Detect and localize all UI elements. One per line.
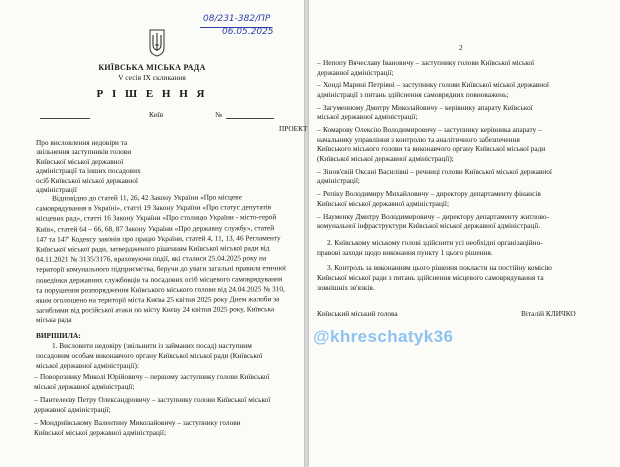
list-dash: – <box>317 125 321 135</box>
list-item-line: Загуменному Дмитру Миколайовичу – керівнику апарату Київської <box>323 102 533 112</box>
list-dash: – <box>317 166 321 176</box>
subject-line: звільнення заступників голови <box>36 147 132 157</box>
list-item-line: Київського міського голови та виконавчого органу Київської міської ради <box>317 144 546 154</box>
page-number: 2 <box>459 43 463 52</box>
number-sign: № <box>215 110 222 119</box>
list-item-line: міської державної адміністрації; <box>317 112 418 122</box>
preamble-line: Київ», статей 64 – 66, 68, 87 Закону України «Про державну службу», статей <box>35 222 275 234</box>
clause-2-line: 2. Київському міському голові здійснити усі необхідні організаційно- <box>327 238 543 247</box>
registration-date: 06.05.2025 <box>222 27 274 37</box>
preamble-line: території комунального підприємства, беручи до уваги загальні правила етичної <box>35 263 286 275</box>
list-item-line: Зінов'євій Оксані Василівні – речниці голови Київської міської державної <box>323 166 552 176</box>
preamble-line: 04.11.2021 № 3135/3176, враховуючи події, які сталися 25.04.2025 року на <box>35 253 267 264</box>
number-blank <box>226 118 274 119</box>
clause-1-line: 1. Висловити недовіру (звільнити із займаних посад) наступним <box>52 341 252 350</box>
resolved-heading: ВИРІШИЛА: <box>36 331 81 340</box>
preamble-line: та порушення розпорядження Київського міського голови від 24.04.2025 № 310, <box>35 284 285 295</box>
city-label: Київ <box>149 110 164 119</box>
list-dash: – <box>317 211 321 221</box>
list-item-line: Мондриївському Валентину Миколайовичу – заступнику голови <box>40 418 241 428</box>
list-item-line: міської державної адміністрації; <box>34 381 135 391</box>
council-name: КИЇВСЬКА МІСЬКА РАДА <box>98 63 206 72</box>
clause-3-line: зовнішніх зв'язків. <box>317 283 375 292</box>
list-item-line: адміністрації; <box>317 176 360 186</box>
subject-line: адміністрації <box>36 185 77 194</box>
preamble-line: 147 та 147' Кодексу законів про працю України, статей 4, 11, 13, 46 Регламенту <box>35 233 281 244</box>
preamble-line: міська рада <box>35 315 72 325</box>
clause-3-line: Київської міської ради з питань здійснення місцевого самоврядування та <box>317 273 544 282</box>
preamble-line: яким оголошено на території міста Києва 25 квітня 2025 року Днем жалоби за <box>35 294 280 305</box>
clause-1-line: міської державної адміністрації): <box>36 360 139 370</box>
list-item-line: Пантелеєву Петру Олександровичу – заступнику голови Київської міської <box>40 395 271 405</box>
list-item-line: Київської міської державної адміністрації; <box>317 198 449 208</box>
session-info: V сесія IX скликання <box>118 73 186 82</box>
document-page-2 <box>309 0 620 467</box>
watermark: @khreschatyk36 <box>313 327 454 346</box>
preamble-line: Київської міської ради, затвердженого рішенням Київської міської ради від <box>35 243 270 254</box>
list-item-line: адміністрації з питань здійснення самоврядних повноважень; <box>317 90 509 99</box>
list-item-line: начальнику управління з контролю та аналітичного забезпечення <box>317 134 520 144</box>
list-item-line: державної адміністрації; <box>34 404 111 414</box>
list-dash: – <box>34 395 38 405</box>
subject-line: адміністрації та інших посадових <box>36 166 141 176</box>
preamble-line: місцевих рад», статті 16 Закону України «Про столицю України - місто-герой <box>35 212 277 224</box>
date-blank <box>40 118 90 119</box>
clause-3-line: 3. Контроль за виконанням цього рішення покласти на постійну комісію <box>327 263 552 272</box>
signature-name: Віталій КЛИЧКО <box>521 309 576 318</box>
list-item-line: Науменку Дмитру Володимировичу – директору департаменту житлово- <box>323 211 549 221</box>
list-dash: – <box>34 372 38 381</box>
clause-2-line: правові заходи щодо виконання пункту 1 цього рішення. <box>317 248 493 257</box>
clause-1-line: посадовим особам виконавчого органу Київської міської ради (Київської <box>36 350 263 360</box>
list-item-line: Комарову Олексію Володимировичу – заступнику керівника апарату – <box>323 125 542 135</box>
list-item-line: комунальної інфраструктури Київської міської державної адміністрації. <box>317 221 541 231</box>
preamble-line: самоврядування в Україні», статті 19 Закону України «Про статус депутатів <box>35 202 272 213</box>
preamble-line: загиблими від російської атаки по місту Києву 24 квітня 2025 року, Київська <box>35 304 275 315</box>
list-item-line: Репіку Володимиру Михайловичу – директору департаменту фінансів <box>323 189 541 199</box>
coat-of-arms-icon <box>149 29 165 57</box>
list-dash: – <box>34 418 38 428</box>
list-item-line: Непопу Вячеславу Івановичу – заступнику голови Київської міської <box>323 58 535 67</box>
list-dash: – <box>317 189 321 199</box>
signature-title: Київський міський голова <box>317 309 398 318</box>
list-item-line: (Київської міської державної адміністрації); <box>317 154 454 163</box>
list-dash: – <box>317 80 321 90</box>
list-item-line: державної адміністрації; <box>317 67 394 77</box>
list-item-line: Хонді Марині Петрівні – заступнику голови Київської міської державної <box>323 80 549 90</box>
preamble-line: поведінки державних службовців та посадових осіб місцевого самоврядування <box>35 273 283 285</box>
preamble-line: Відповідно до статей 11, 26, 42 Закону України «Про місцеве <box>51 192 242 203</box>
list-dash: – <box>317 58 321 67</box>
list-dash: – <box>317 102 321 112</box>
subject-line: осіб Київської міської державної <box>36 175 138 185</box>
registration-number: 08/231-382/ПР <box>203 14 271 24</box>
subject-line: Про висловлення недовіри та <box>36 138 128 147</box>
list-item-line: Київської міської державної адміністрації; <box>34 428 166 437</box>
list-item-line: Поворознику Миколі Юрійовичу – першому заступнику голови Київської <box>40 372 270 381</box>
decision-title: Р І Ш Е Н Н Я <box>96 88 208 100</box>
draft-mark: ПРОЕКТ <box>279 124 308 133</box>
document-page-1 <box>0 0 308 467</box>
subject-line: Київської міської державної <box>36 156 124 166</box>
